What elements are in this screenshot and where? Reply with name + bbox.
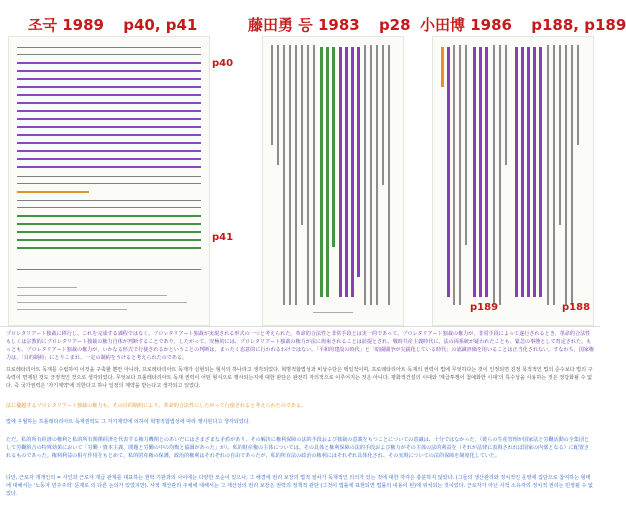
paragraph-korean-2: 법에 우월하는 프롤레타리아트 독재권력도 그 자기제약에 의하여 혁명적합법성에 따라 행사된다고 생각되었다.: [6, 419, 251, 425]
header-korean-author: 조국: [28, 16, 57, 34]
scan-highlight-column: [345, 47, 348, 297]
scan-highlight-column: [357, 47, 360, 277]
scan-highlight-line: [17, 62, 201, 64]
oda-page-scan: [432, 36, 594, 326]
scan-highlight-line: [17, 70, 201, 72]
header-fujita-author: 藤田勇 등: [248, 16, 313, 34]
scan-text-column: [559, 45, 561, 225]
page-marker-p188: p188: [562, 302, 591, 313]
header-oda-pages: p188, p189: [531, 16, 626, 34]
scan-highlight-column: [539, 47, 542, 297]
paragraph-japanese-2: 法に優越するプロレタリアート独裁の権力も、その目的制約により、革命的合法性にしたがって行使されると考えられたのである。: [6, 403, 307, 409]
header-korean-year: 1989: [62, 16, 104, 34]
scan-highlight-column: [332, 47, 335, 247]
scan-highlight-line: [17, 94, 201, 96]
paragraph-japanese-1: プロレタリアート独裁に移行し、これを完成する課程ではなく、プロレタリアート独裁が実現される形式の一つと考えられた。革命的合法性と非常手段とは実一的であって、プロレタリアート独裁の権力が、非常手段によって遂行されるとき、革命的合法性もしくは宗教的にプロレタリアート独裁の権力自体が判断することであり、したがって、究極的には、プロレタリアート独裁の権力が法に拘束されることは前提とされ、戦時共産主義時代に、法の両系統が疑われたことも、緊急の事態として育定された。もっとも、プロレタリアート独裁の権力が、いかなる形式で行使されるかということの判断は、まったく恣意的に行われるわけではない。「平和的建設の時代」と「暗闘闘争が尖鋭化している時代」の認識評価を用いることは正当化されない。すなわち、国家権力は、「目的制約」にとりこまれ、一定の制約をうけると考えられたのである。: [6, 331, 594, 361]
header-fujita-pages: p28: [378, 16, 411, 34]
scan-footnote-line: [17, 302, 187, 303]
scan-text-column: [571, 45, 573, 305]
scan-text-column: [364, 45, 366, 305]
scan-highlight-column: [515, 47, 518, 297]
scan-text-column: [577, 45, 579, 145]
scan-text-column: [493, 45, 495, 305]
header-oda: [420, 14, 626, 35]
header-oda-author: 小田博: [420, 16, 466, 34]
scan-text-column: [376, 45, 378, 305]
scan-highlight-line: [17, 110, 201, 112]
page-marker-p40: p40: [212, 58, 234, 69]
scan-text-column: [313, 45, 315, 305]
scan-text-column: [547, 45, 549, 305]
scan-text-column: [277, 45, 279, 165]
korean-page-scan: [8, 36, 210, 326]
paragraph-japanese-3: ただ、私的所有経済の権利と私的所有関係経済を代表する権力機関とのあいだにはさまざまな矛盾があり、その解決に権利保障の法的手段および独裁の意義をもつことについての意識は、十分ではなかった。（彼らの生産管理が国家法と労働活動の全集団として労働組合の特殊効果において「労働・資本主義、問題と労働の中の均衡と協調があった」が）。私的財産権の主体については、その具体と権利保障の法的手段および権力がその主体の法的利益を（それが法律に表現されれば国家の内部となる）に配置されるものであった。権利利益の相互作用をもとめて、私的財産権の保護、政治的権利はそれぞれの自由であったが、私的所有法の政治の権利にはそれぞれ具体化され、その実現についての法的保障を制度化していた。: [6, 437, 590, 459]
scan-highlight-line: [17, 231, 201, 233]
scan-text-column: [465, 45, 467, 245]
scan-highlight-column: [447, 47, 450, 297]
scan-footnote-rule: [17, 287, 77, 288]
scan-highlight-line: [17, 134, 201, 136]
header-fujita: [248, 14, 411, 35]
scan-highlight-column: [326, 47, 329, 297]
scan-highlight-column: [351, 47, 354, 297]
scan-page-footer: [313, 312, 353, 313]
scan-text-column: [370, 45, 372, 305]
scan-highlight-column: [339, 47, 342, 297]
scan-text-column: [283, 45, 285, 305]
header-oda-year: 1986: [470, 16, 512, 34]
fujita-page-scan: [262, 36, 404, 326]
scan-highlight-column: [441, 47, 444, 87]
scan-text-line: [17, 207, 201, 208]
scan-text-column: [382, 45, 384, 185]
scan-text-line: [17, 183, 201, 184]
scan-highlight-column: [479, 47, 482, 297]
scan-highlight-line: [17, 166, 201, 168]
scan-highlight-column: [320, 47, 323, 297]
scan-text-column: [565, 45, 567, 305]
header-korean: [28, 14, 197, 35]
scan-footnote-line: [17, 295, 167, 296]
scan-text-line: [17, 176, 201, 177]
scan-highlight-line: [17, 158, 201, 160]
scan-text-line: [17, 200, 201, 201]
scan-highlight-column: [485, 47, 488, 297]
page-marker-p41: p41: [212, 232, 234, 243]
scan-text-line: [17, 54, 201, 55]
scan-highlight-line: [17, 78, 201, 80]
scan-highlight-column: [533, 47, 536, 297]
scan-highlight-line: [17, 150, 201, 152]
scan-highlight-line: [17, 118, 201, 120]
scan-highlight-line: [17, 247, 201, 249]
scan-highlight-line: [17, 215, 201, 217]
scan-footnote-line: [17, 309, 127, 310]
scan-highlight-line: [17, 239, 201, 241]
page-marker-p189: p189: [470, 302, 499, 313]
scan-text-column: [307, 45, 309, 305]
header-korean-pages: p40, p41: [123, 16, 198, 34]
scan-highlight-line: [17, 102, 201, 104]
scan-highlight-column: [527, 47, 530, 297]
scan-highlight-line: [17, 191, 89, 193]
scan-highlight-column: [521, 47, 524, 297]
scan-text-column: [271, 45, 273, 145]
scan-text-column: [553, 45, 555, 305]
scan-highlight-line: [17, 86, 201, 88]
paragraph-korean-1: 프로레타리아트 독재를 수립하여 이것을 구축할 뿐만 아니라, 프로레타리아트 독재가 실현되는 형식의 하나라고 생각되었다. 혁명적합법성과 비상수단은 택일적이며, 프로레타리아트 독재의 권력이 법에 무엇하다는 것이 인정되면 진정 목적적인 법의 준수보다 법의 구속력이 면제된 것도 긍정적인 것으로 생각되었다. 무엇보다 프롤레타리아트 독재 권력이 어떤 형식으로 행사되는지에 대한 판단은 완전히 자의적으로 이루어지는 것은 아니다. 평화적건설의 시대와 '계급투쟁이 첨예화한 시대'의 특수성을 사용하는 것은 정당화될 수 없다. 즉 국가권력은 '자기제약'에 의한다고 하나 일정의 제약을 받는다고 생각되고 있었다.: [6, 367, 593, 389]
scan-text-column: [499, 45, 501, 305]
scan-text-column: [459, 45, 461, 305]
scan-text-line: [17, 269, 201, 270]
scan-text-column: [505, 45, 507, 165]
scan-highlight-line: [17, 142, 201, 144]
header-fujita-year: 1983: [317, 16, 360, 34]
paragraph-korean-3: 다만, 근로자 개개인의 = 사인과 근로자 개급 관계를 대표하는 권력 기관과의 사이에는 다양한 모순이 있으나, 그 해결에 권리 보장의 법적 절차가 독재적인 의의가 있는 것에 대한 자각은 충분하지 않았다. (그들의 생산관리와 정치적인 운영에 집단으로 참여하는 형태에 대해서는 '노동자 민주주의' 문제로 의 다른 논의가 있었지만). 사적 재산관리 주체에 대해서는 그 재산상의 권리 보장은 권력의 정책적 관단 (그것이 법률에 표현되면 법률의 내용이 된)에 위치되는 것이었다. 근로자가 아닌 사적 소유자의 정치적 권리는 민정될 수 없었다.: [6, 475, 593, 497]
scan-highlight-line: [17, 223, 201, 225]
section-divider: [0, 326, 600, 327]
scan-text-column: [388, 45, 390, 305]
scan-text-line: [17, 47, 201, 48]
scan-text-column: [295, 45, 297, 305]
scan-text-column: [453, 45, 455, 305]
scan-text-column: [301, 45, 303, 225]
scan-text-column: [289, 45, 291, 305]
scan-highlight-line: [17, 126, 201, 128]
scan-highlight-column: [473, 47, 476, 297]
